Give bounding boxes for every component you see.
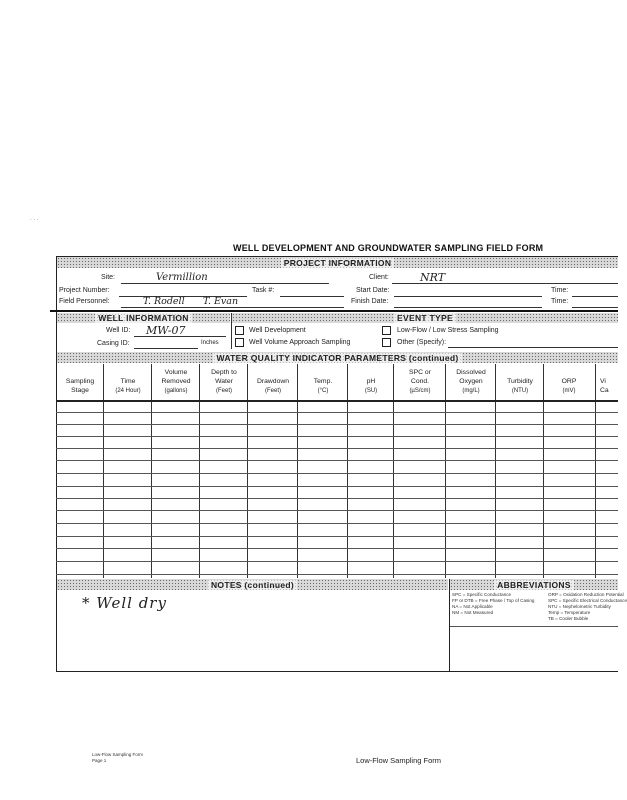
parameters-header: WATER QUALITY INDICATOR PARAMETERS (continued)	[213, 353, 461, 363]
casing-unit: Inches	[201, 340, 219, 346]
col-divider	[151, 364, 152, 578]
col-header-vi-ca	[600, 368, 626, 395]
col-name-drawdown: Drawdown	[256, 378, 290, 385]
site-value[interactable]: Vermillion	[156, 272, 208, 283]
field-personnel-value-2[interactable]: T. Evan	[203, 296, 239, 307]
table-row-line	[56, 510, 618, 511]
col-name-orp: ORP	[561, 378, 577, 385]
abbreviations-left-list	[452, 592, 546, 616]
finish-time-label: Time:	[551, 298, 569, 305]
table-row-line	[56, 448, 618, 449]
col-unit-spc-cond: (µS/cm)	[409, 388, 431, 394]
table-row-line	[56, 424, 618, 425]
start-time-field-line[interactable]	[572, 296, 618, 297]
form-title: WELL DEVELOPMENT AND GROUNDWATER SAMPLING FIELD FORM	[233, 243, 544, 253]
table-row-line	[56, 473, 618, 474]
finish-date-label: Finish Date:	[351, 298, 389, 305]
abbreviation-item: Temp = Temperature	[548, 610, 591, 615]
col-header-temp	[298, 368, 348, 396]
project-information-header-bar	[57, 257, 618, 268]
col-header-dissolved-oxygen	[446, 368, 496, 396]
well-event-divider	[231, 313, 232, 349]
col-unit-depth-to-water: (Feet)	[215, 388, 232, 394]
col-divider	[445, 364, 446, 578]
abbreviation-item: FP or DTB = Free Phase / Top of Casing	[452, 598, 535, 603]
table-row-line	[56, 536, 618, 537]
col-header-spc-cond	[394, 368, 446, 396]
client-label: Client:	[369, 274, 389, 281]
site-label: Site:	[101, 274, 116, 281]
low-flow-sampling-checkbox[interactable]	[382, 326, 391, 335]
site-field-line	[121, 283, 329, 284]
col-header-ph	[348, 368, 394, 396]
footer-left	[92, 752, 143, 764]
well-information-header-bar	[57, 313, 230, 323]
table-row-line	[56, 436, 618, 437]
table-row-line	[56, 548, 618, 549]
footer-left-line-1: Low-Flow Sampling Form	[92, 752, 144, 757]
other-event-field-line[interactable]	[448, 347, 618, 348]
well-information-header: WELL INFORMATION	[95, 313, 191, 323]
well-development-checkbox[interactable]	[235, 326, 244, 335]
col-header-sampling-stage	[57, 368, 103, 395]
abbreviation-item: TB = Cooler Bubble	[548, 616, 589, 621]
casing-id-label: Casing ID:	[97, 340, 130, 347]
well-id-value[interactable]: MW-07	[146, 324, 186, 337]
project-number-label: Project Number:	[59, 287, 110, 294]
col-header-turbidity	[496, 368, 544, 396]
abbreviation-item: ORP = Oxidation Reduction Potential	[548, 592, 624, 597]
abbreviations-header-bar	[450, 579, 618, 590]
col-name-dissolved-oxygen: Dissolved Oxygen	[456, 369, 486, 385]
col-header-drawdown	[248, 368, 298, 396]
abbreviations-right-list	[548, 592, 627, 622]
task-field-line[interactable]	[280, 296, 344, 297]
other-event-label: Other (Specify):	[397, 339, 447, 346]
table-row-line	[56, 561, 618, 562]
abbreviation-item: NA = Not Applicable	[452, 604, 493, 609]
start-date-label: Start Date:	[356, 287, 390, 294]
abbreviation-item: SPC = Specific Conductance	[452, 592, 512, 597]
casing-id-field-line[interactable]	[134, 348, 198, 349]
table-row-line	[56, 498, 618, 499]
table-row-line	[56, 460, 618, 461]
notes-text[interactable]: * Well dry	[82, 594, 167, 612]
col-unit-dissolved-oxygen: (mg/L)	[462, 388, 480, 394]
event-type-header-bar	[232, 313, 618, 323]
well-id-label: Well ID:	[106, 327, 131, 334]
col-divider	[347, 364, 348, 578]
scan-mark: . . .	[30, 216, 39, 222]
col-unit-drawdown: (Feet)	[264, 388, 281, 394]
col-divider	[595, 364, 596, 578]
col-divider	[543, 364, 544, 578]
footer-left-line-2: Page 1	[92, 758, 107, 763]
col-divider	[247, 364, 248, 578]
col-name-ph: pH	[366, 378, 376, 385]
col-unit-turbidity: (NTU)	[511, 388, 529, 394]
col-name-vi-ca: Vi Ca	[600, 378, 609, 394]
col-divider	[297, 364, 298, 578]
finish-time-field-line[interactable]	[572, 307, 618, 308]
col-unit-temp: (°C)	[317, 388, 329, 394]
col-divider	[495, 364, 496, 578]
col-header-orp	[544, 368, 594, 396]
col-unit-volume-removed: (gallons)	[164, 388, 188, 394]
low-flow-sampling-label: Low-Flow / Low Stress Sampling	[397, 327, 499, 334]
well-volume-sampling-checkbox[interactable]	[235, 338, 244, 347]
field-personnel-field-line	[121, 307, 344, 308]
abbreviation-item: NTU = Nephelometric Turbidity	[548, 604, 611, 609]
col-header-time	[104, 368, 152, 396]
table-row-line	[56, 486, 618, 487]
finish-date-field-line[interactable]	[394, 307, 542, 308]
abbreviations-header: ABBREVIATIONS	[494, 580, 574, 590]
col-name-depth-to-water: Depth to Water	[211, 369, 237, 385]
notes-header-bar	[57, 579, 448, 590]
col-name-temp: Temp.	[313, 378, 333, 385]
field-personnel-label: Field Personnel:	[59, 298, 110, 305]
table-header-rule	[56, 400, 618, 402]
col-divider	[199, 364, 200, 578]
section-separator	[50, 310, 618, 312]
field-personnel-value-1[interactable]: T. Rodell	[143, 296, 185, 307]
col-name-spc-cond: SPC or Cond.	[409, 369, 431, 385]
well-volume-sampling-label: Well Volume Approach Sampling	[249, 339, 351, 346]
start-time-label: Time:	[551, 287, 569, 294]
table-row-line	[56, 523, 618, 524]
abbreviation-item: SPC = Specific Electrical Conductance	[548, 598, 627, 603]
col-header-volume-removed	[152, 368, 200, 396]
abbreviations-bottom-rule	[450, 626, 618, 627]
col-header-depth-to-water	[200, 368, 248, 396]
col-name-sampling-stage: Sampling Stage	[65, 378, 95, 394]
table-row-line	[56, 412, 618, 413]
task-label: Task #:	[252, 287, 275, 294]
abbreviation-item: NM = Not Measured	[452, 610, 494, 615]
project-information-header: PROJECT INFORMATION	[281, 258, 395, 268]
notes-header: NOTES (continued)	[208, 580, 297, 590]
well-development-label: Well Development	[249, 327, 306, 334]
col-divider	[103, 364, 104, 578]
col-name-time: Time	[120, 378, 136, 385]
event-type-header: EVENT TYPE	[394, 313, 456, 323]
other-event-checkbox[interactable]	[382, 338, 391, 347]
col-unit-ph: (SU)	[364, 388, 378, 394]
start-date-field-line[interactable]	[394, 296, 542, 297]
col-unit-orp: (mV)	[562, 388, 576, 394]
col-name-turbidity: Turbidity	[507, 378, 533, 385]
client-value[interactable]: NRT	[420, 271, 446, 284]
col-unit-time: (24 Hour)	[115, 388, 141, 394]
col-name-volume-removed: Volume Removed	[161, 369, 191, 385]
col-divider	[393, 364, 394, 578]
footer-center: Low-Flow Sampling Form	[356, 756, 442, 765]
parameters-header-bar	[57, 352, 618, 363]
table-row-line	[56, 574, 618, 575]
